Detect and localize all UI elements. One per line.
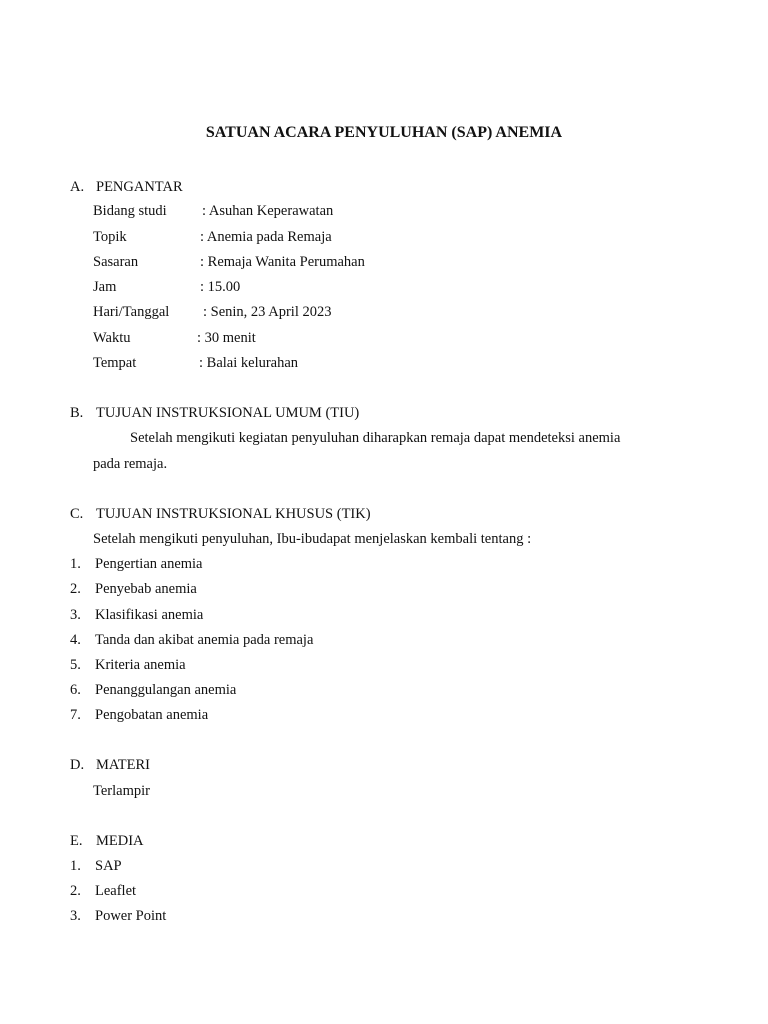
section-d-letter: D. <box>70 757 85 773</box>
list-item-number: 2. <box>70 581 81 597</box>
field-label-tempat: Tempat <box>93 355 137 371</box>
list-item: Kriteria anemia <box>95 657 186 673</box>
field-label-topik: Topik <box>93 229 127 245</box>
field-value-bidang-studi: : Asuhan Keperawatan <box>202 203 334 219</box>
section-b-paragraph-line-1: Setelah mengikuti kegiatan penyuluhan diharapkan remaja dapat mendeteksi anemia <box>130 430 621 446</box>
list-item-number: 1. <box>70 556 81 572</box>
list-item: Pengertian anemia <box>95 556 203 572</box>
document-title: SATUAN ACARA PENYULUHAN (SAP) ANEMIA <box>205 124 563 141</box>
list-item: Tanda dan akibat anemia pada remaja <box>95 632 314 648</box>
section-a-heading: PENGANTAR <box>96 179 183 195</box>
list-item: SAP <box>95 858 122 874</box>
list-item: Pengobatan anemia <box>95 707 209 723</box>
field-value-waktu: : 30 menit <box>197 330 256 346</box>
field-label-jam: Jam <box>93 279 117 295</box>
section-b-paragraph-line-2: pada remaja. <box>93 456 168 472</box>
list-item: Penanggulangan anemia <box>95 682 237 698</box>
list-item-number: 3. <box>70 607 81 623</box>
list-item: Power Point <box>95 908 167 924</box>
section-c-heading: TUJUAN INSTRUKSIONAL KHUSUS (TIK) <box>96 506 371 522</box>
section-c-letter: C. <box>70 506 84 522</box>
list-item-number: 7. <box>70 707 81 723</box>
field-label-sasaran: Sasaran <box>93 254 139 270</box>
field-label-bidang-studi: Bidang studi <box>93 203 167 219</box>
field-value-tempat: : Balai kelurahan <box>199 355 299 371</box>
list-item: Penyebab anemia <box>95 581 197 597</box>
list-item-number: 1. <box>70 858 81 874</box>
section-b-letter: B. <box>70 405 84 421</box>
list-item-number: 2. <box>70 883 81 899</box>
list-item-number: 4. <box>70 632 81 648</box>
field-value-topik: : Anemia pada Remaja <box>200 229 332 245</box>
field-value-jam: : 15.00 <box>200 279 241 295</box>
list-item-number: 6. <box>70 682 81 698</box>
field-value-hari-tanggal: : Senin, 23 April 2023 <box>203 304 332 320</box>
list-item-number: 3. <box>70 908 81 924</box>
section-a-letter: A. <box>70 179 85 195</box>
field-label-waktu: Waktu <box>93 330 131 346</box>
section-b-heading: TUJUAN INSTRUKSIONAL UMUM (TIU) <box>96 405 360 421</box>
field-label-hari-tanggal: Hari/Tanggal <box>93 304 170 320</box>
list-item: Klasifikasi anemia <box>95 607 204 623</box>
section-d-heading: MATERI <box>96 757 150 773</box>
section-c-intro: Setelah mengikuti penyuluhan, Ibu-ibudapat menjelaskan kembali tentang : <box>93 531 532 547</box>
list-item-number: 5. <box>70 657 81 673</box>
field-value-sasaran: : Remaja Wanita Perumahan <box>200 254 365 270</box>
section-e-letter: E. <box>70 833 83 849</box>
list-item: Leaflet <box>95 883 137 899</box>
section-d-body: Terlampir <box>93 783 150 799</box>
section-e-heading: MEDIA <box>96 833 144 849</box>
